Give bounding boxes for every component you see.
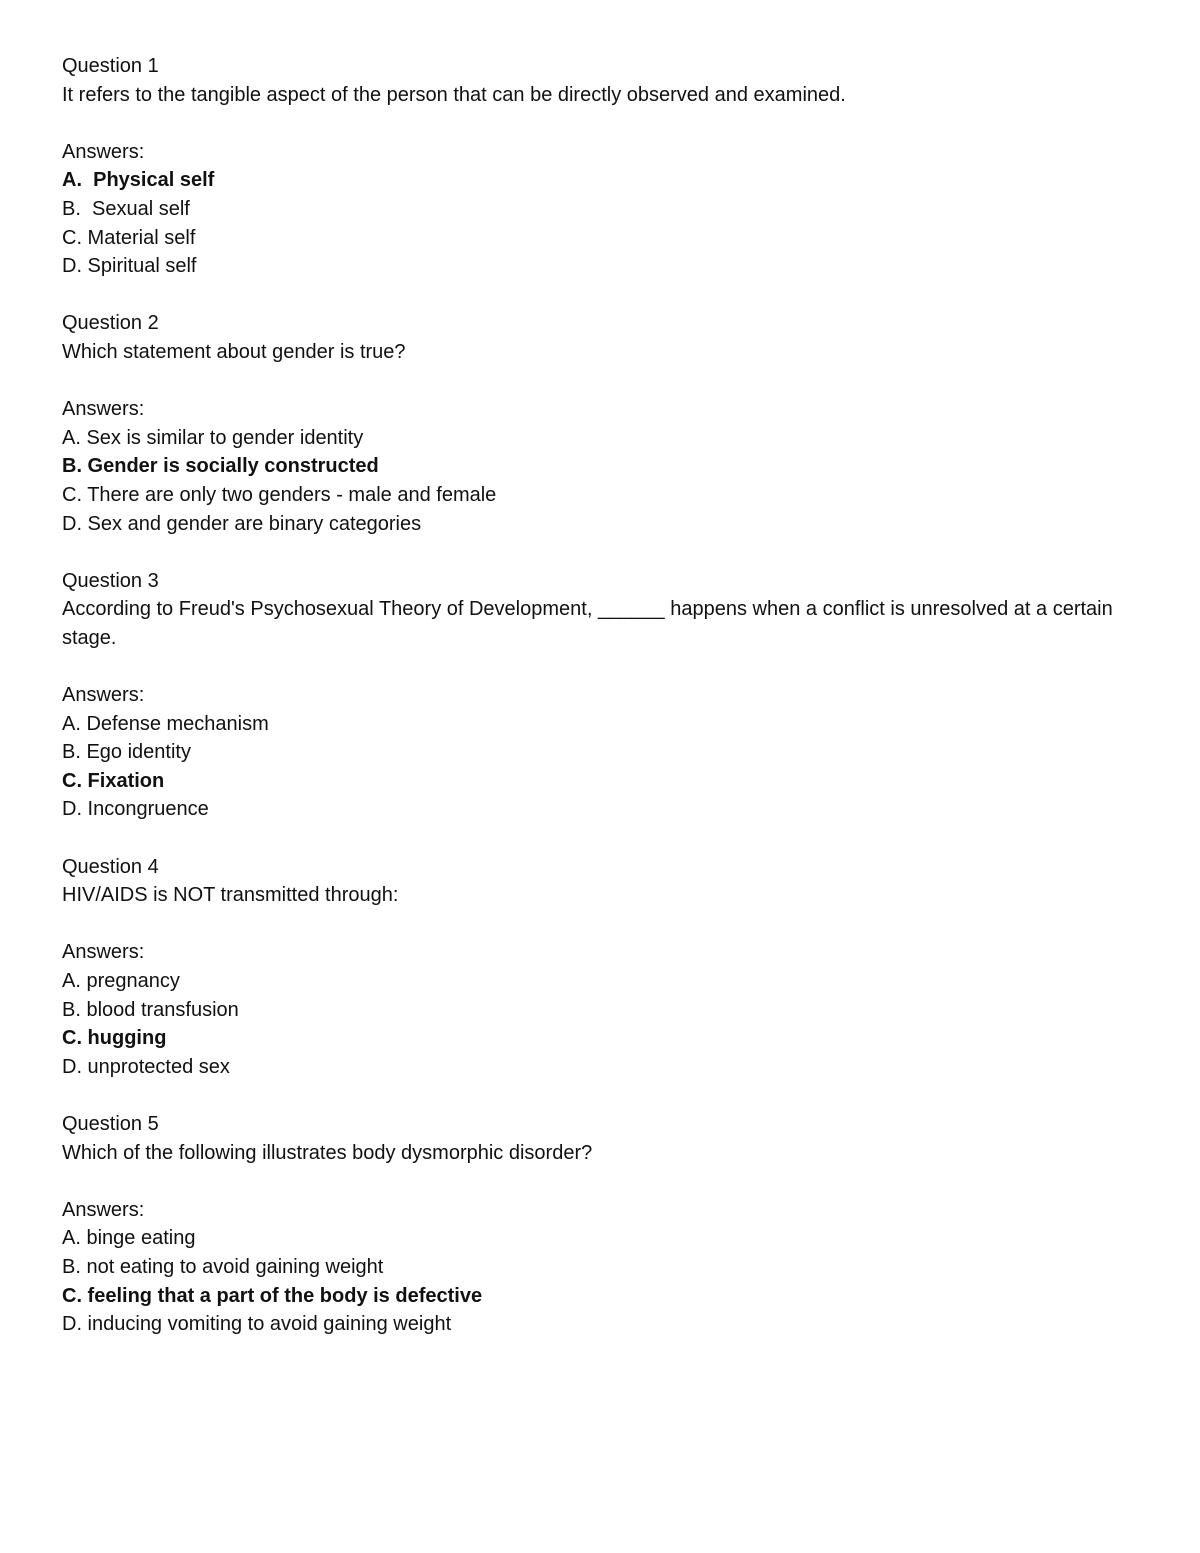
question-block — [62, 853, 1122, 1110]
answer-option: D. unprotected sex — [62, 1055, 230, 1078]
question-heading: Question 3 — [62, 569, 159, 592]
answer-option: B. Ego identity — [62, 741, 191, 764]
answer-option: A. Sex is similar to gender identity — [62, 426, 364, 449]
answer-option: D. Sex and gender are binary categories — [62, 512, 422, 535]
quiz-document — [62, 52, 1122, 1339]
answers-label: Answers: — [62, 140, 145, 163]
question-prompt: It refers to the tangible aspect of the person that can be directly observed and examined. — [62, 83, 846, 106]
spacer — [62, 281, 1122, 310]
question-heading: Question 1 — [62, 55, 159, 77]
answer-option-correct: C. feeling that a part of the body is defective — [62, 1284, 483, 1307]
answer-option: D. inducing vomiting to avoid gaining weight — [62, 1313, 452, 1336]
spacer — [62, 652, 1122, 681]
spacer — [62, 1081, 1122, 1110]
spacer — [62, 538, 1122, 567]
spacer — [62, 109, 1122, 138]
answer-option: A. pregnancy — [62, 970, 180, 992]
answer-option-correct: B. Gender is socially constructed — [62, 455, 379, 478]
question-heading: Question 4 — [62, 855, 159, 878]
question-heading: Question 5 — [62, 1112, 159, 1135]
question-prompt: According to Freud's Psychosexual Theory of Development, ______ happens when a conflict is unresolved at a certain stage. — [62, 598, 1119, 649]
spacer — [62, 910, 1122, 939]
answer-option: B. not eating to avoid gaining weight — [62, 1255, 384, 1278]
question-prompt: Which statement about gender is true? — [62, 340, 406, 363]
answer-option: C. There are only two genders - male and female — [62, 483, 497, 506]
spacer — [62, 1167, 1122, 1196]
answer-option: B. Sexual self — [62, 197, 190, 220]
answer-option: B. blood transfusion — [62, 998, 239, 1021]
answers-label: Answers: — [62, 684, 145, 707]
question-block — [62, 567, 1122, 853]
question-prompt: HIV/AIDS is NOT transmitted through: — [62, 884, 399, 907]
answer-option: D. Incongruence — [62, 798, 209, 821]
answer-option: D. Spiritual self — [62, 255, 197, 278]
question-heading: Question 2 — [62, 312, 159, 335]
answer-option-correct: C. hugging — [62, 1027, 167, 1050]
answer-option: C. Material self — [62, 226, 196, 249]
spacer — [62, 367, 1122, 396]
spacer — [62, 824, 1122, 853]
answer-option-correct: C. Fixation — [62, 769, 165, 792]
answer-option: A. binge eating — [62, 1227, 196, 1250]
answer-option-correct: A. Physical self — [62, 169, 215, 192]
answer-option: A. Defense mechanism — [62, 712, 269, 735]
question-block — [62, 309, 1122, 566]
question-prompt: Which of the following illustrates body dysmorphic disorder? — [62, 1141, 593, 1164]
question-block — [62, 1110, 1122, 1339]
answers-label: Answers: — [62, 398, 145, 421]
question-block — [62, 52, 1122, 309]
answers-label: Answers: — [62, 1198, 145, 1221]
answers-label: Answers: — [62, 941, 145, 964]
